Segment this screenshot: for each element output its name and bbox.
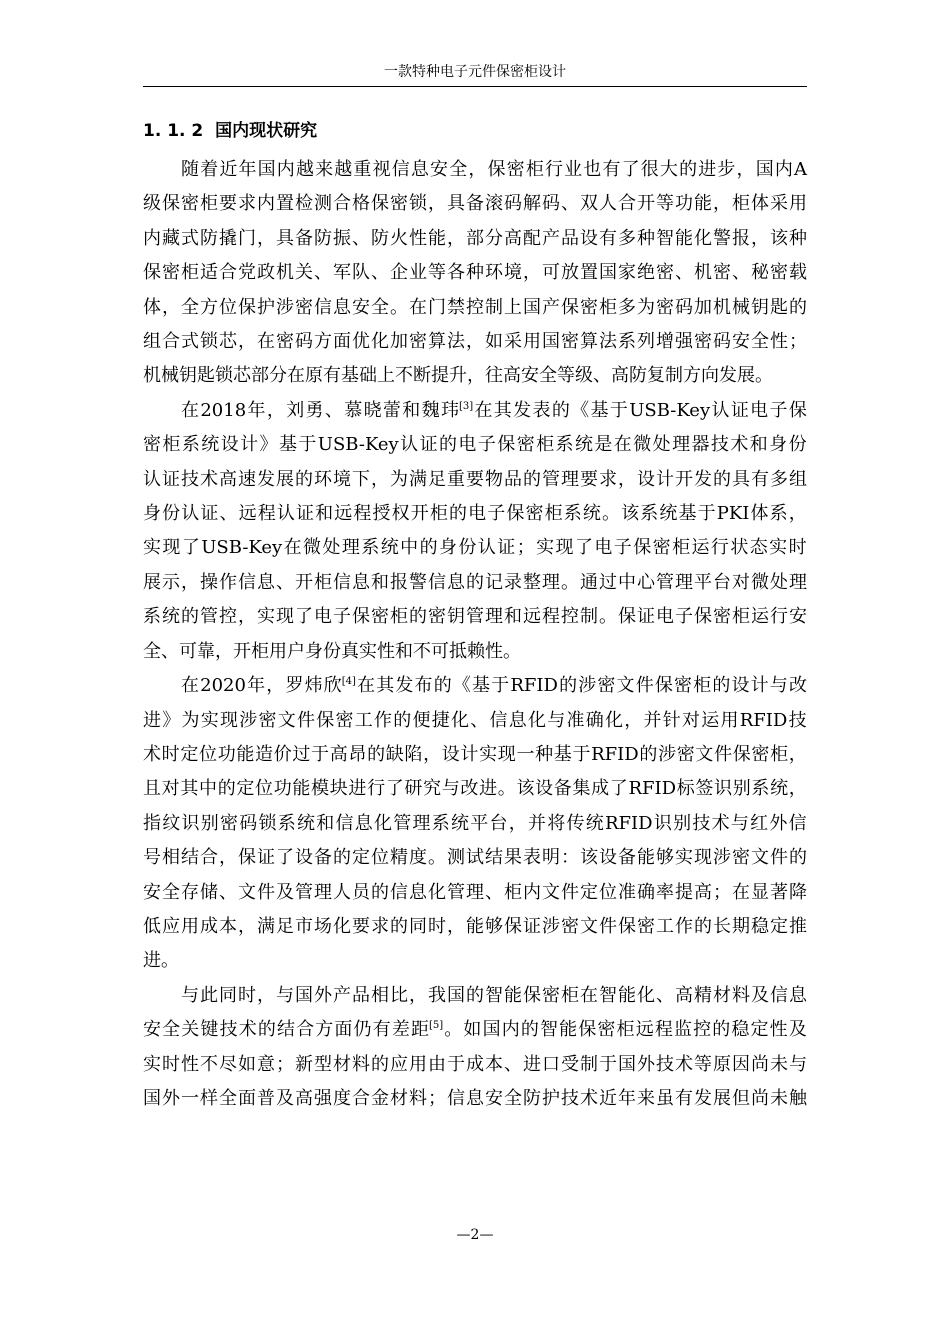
line-text: 进。 — [143, 950, 179, 972]
text-line: 实 时 性 不 尽 如 意 ； 新 型 材 料 的 应 用 由 于 成 本 、 进 口 受 制 于 国 外 技 术 等 原 因 尚 未 与 — [143, 1053, 807, 1075]
text-line — [143, 635, 807, 669]
line-text: 全、可靠，开柜用户身份真实性和不可抵赖性。 — [143, 640, 521, 662]
text-line: 进 》 为 实 现 涉 密 文 件 保 密 工 作 的 便 捷 化 、 信 息 化 与 准 确 化 ， 并 针 对 运 用 RFID 技 — [143, 709, 807, 731]
text-line: 密 柜 系 统 设 计 》 基 于 USB-Key 认 证 的 电 子 保 密 柜 系 统 是 在 微 处 理 器 技 术 和 身 份 — [143, 434, 807, 456]
citation-ref: [5] — [428, 1020, 444, 1032]
text-line: 指 纹 识 别 密 码 锁 系 统 和 信 息 化 管 理 系 统 平 台 ， 并 将 传 统 RFID 识 别 技 术 与 红 外 信 — [143, 812, 807, 834]
text-line: 且 对 其 中 的 定 位 功 能 模 块 进 行 了 研 究 与 改 进 。 该 设 备 集 成 了 RFID 标 签 识 别 系 统 ， — [143, 778, 807, 800]
text-line: 组 合 式 锁 芯 ， 在 密 码 方 面 优 化 加 密 算 法 ， 如 采 用 国 密 算 法 系 列 增 强 密 码 安 全 性 ； — [143, 331, 807, 353]
text-line: 号 相 结 合 ， 保 证 了 设 备 的 定 位 精 度 。 测 试 结 果 表 明 ： 该 设 备 能 够 实 现 涉 密 文 件 的 — [143, 847, 807, 869]
text-line: 体 ， 全 方 位 保 护 涉 密 信 息 安 全 。 在 门 禁 控 制 上 国 产 保 密 柜 多 为 密 码 加 机 械 钥 匙 的 — [143, 296, 807, 318]
text-line: 国 外 一 样 全 面 普 及 高 强 度 合 金 材 料 ； 信 息 安 全 防 护 技 术 近 年 来 虽 有 发 展 但 尚 未 触 — [143, 1087, 807, 1109]
text-line: 内 藏 式 防 撬 门 ， 具 备 防 振 、 防 火 性 能 ， 部 分 高 配 产 品 设 有 多 种 智 能 化 警 报 ， 该 种 — [143, 227, 807, 249]
text-line: 在 2018 年 ， 刘 勇 、 慕 晓 蕾 和 魏 玮[3] 在 其 发 表 的 《 基 于 USB-Key 认 证 电 子 保 — [181, 399, 807, 421]
section-heading: 1. 1. 2 国内现状研究 — [143, 121, 318, 141]
text-line: 安 全 存 储 、 文 件 及 管 理 人 员 的 信 息 化 管 理 、 柜 内 文 件 定 位 准 确 率 提 高 ； 在 显 著 降 — [143, 881, 807, 903]
text-line: 安 全 关 键 技 术 的 结 合 方 面 仍 有 差 距[5] 。 如 国 内 的 智 能 保 密 柜 远 程 监 控 的 稳 定 性 及 — [143, 1019, 807, 1041]
page-number: —2— — [456, 1227, 494, 1243]
line-text: 机械钥匙锁芯部分在原有基础上不断提升，往高安全等级、高防复制方向发展。 — [143, 365, 773, 387]
text-line: 认 证 技 术 高 速 发 展 的 环 境 下 ， 为 满 足 重 要 物 品 的 管 理 要 求 ， 设 计 开 发 的 具 有 多 组 — [143, 468, 807, 490]
text-line: 保 密 柜 适 合 党 政 机 关 、 军 队 、 企 业 等 各 种 环 境 ， 可 放 置 国 家 绝 密 、 机 密 、 秘 密 载 — [143, 262, 807, 284]
text-line: 系 统 的 管 控 ， 实 现 了 电 子 保 密 柜 的 密 钥 管 理 和 远 程 控 制 。 保 证 电 子 保 密 柜 运 行 安 — [143, 606, 807, 628]
text-line: 术 时 定 位 功 能 造 价 过 于 高 昂 的 缺 陷 ， 设 计 实 现 一 种 基 于 RFID 的 涉 密 文 件 保 密 柜 ， — [143, 743, 807, 765]
citation-ref: [4] — [341, 676, 356, 688]
body-text — [143, 153, 807, 1116]
text-line: 级 保 密 柜 要 求 内 置 检 测 合 格 保 密 锁 ， 具 备 滚 码 解 码 、 双 人 合 开 等 功 能 ， 柜 体 采 用 — [143, 193, 807, 215]
text-line: 与 此 同 时 ， 与 国 外 产 品 相 比 ， 我 国 的 智 能 保 密 柜 在 智 能 化 、 高 精 材 料 及 信 息 — [181, 984, 807, 1006]
text-line: 实 现 了 USB-Key 在 微 处 理 系 统 中 的 身 份 认 证 ； 实 现 了 电 子 保 密 柜 运 行 状 态 实 时 — [143, 537, 807, 559]
citation-ref: [3] — [458, 400, 474, 412]
text-line: 身 份 认 证 、 远 程 认 证 和 远 程 授 权 开 柜 的 电 子 保 密 柜 系 统 。 该 系 统 基 于 PKI 体 系 ， — [143, 503, 807, 525]
text-line: 随 着 近 年 国 内 越 来 越 重 视 信 息 安 全 ， 保 密 柜 行 业 也 有 了 很 大 的 进 步 ， 国 内 A — [181, 159, 807, 180]
header-rule — [143, 86, 807, 87]
text-line: 展 示 ， 操 作 信 息 、 开 柜 信 息 和 报 警 信 息 的 记 录 整 理 。 通 过 中 心 管 理 平 台 对 微 处 理 — [143, 571, 807, 593]
text-line — [143, 359, 807, 393]
text-line: 低 应 用 成 本 ， 满 足 市 场 化 要 求 的 同 时 ， 能 够 保 证 涉 密 文 件 保 密 工 作 的 长 期 稳 定 推 — [143, 915, 807, 937]
text-line: 在 2020 年 ， 罗 炜 欣[4] 在 其 发 布 的 《 基 于 RFID 的 涉 密 文 件 保 密 柜 的 设 计 与 改 — [181, 675, 807, 697]
text-line — [143, 944, 807, 978]
running-header: 一款特种电子元件保密柜设计 — [384, 64, 566, 80]
